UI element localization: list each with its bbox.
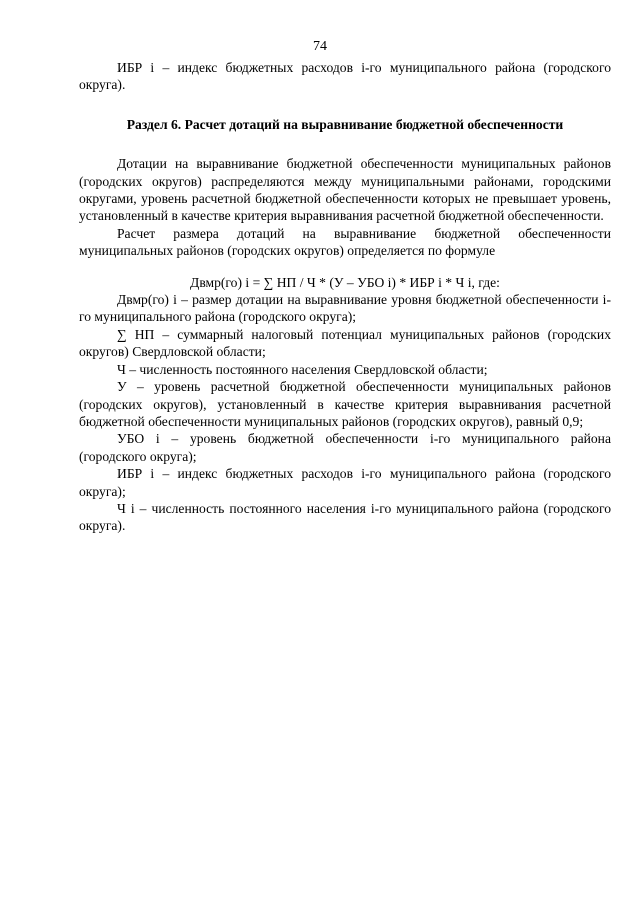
definition-dvmr: Двмр(го) i – размер дотации на выравнивание уровня бюджетной обеспеченности i-го муниципального района (городского округа);	[79, 292, 611, 325]
definition-ibr: ИБР i – индекс бюджетных расходов i-го муниципального района (городского округа);	[79, 466, 611, 499]
definition-ubo: УБО i – уровень бюджетной обеспеченности i-го муниципального района (городского округа);	[79, 431, 611, 464]
page-content	[79, 59, 611, 535]
definition-ch-i: Ч i – численность постоянного населения i-го муниципального района (городского округа).	[79, 500, 611, 534]
page-number: 74	[313, 39, 327, 54]
section-heading: Раздел 6. Расчет дотаций на выравнивание бюджетной обеспеченности	[126, 116, 564, 132]
intro-paragraph: ИБР i – индекс бюджетных расходов i-го муниципального района (городского округа).	[79, 60, 611, 93]
section-paragraph-2: Расчет размера дотаций на выравнивание бюджетной обеспеченности муниципальных районов (городских округов) определяется по формуле	[79, 225, 611, 259]
definition-sum-np: ∑ НП – суммарный налоговый потенциал муниципальных районов (городских округов) Свердловской области;	[79, 326, 611, 360]
section-paragraph-1: Дотации на выравнивание бюджетной обеспеченности муниципальных районов (городских округов) распределяются между муниципальными районами, городскими округами, уровень расчетной бюджетной обеспеченности которых не превышает уровень, установленный в качестве критерия выравнивания расчетной бюджетной обеспеченности.	[79, 156, 611, 224]
formula: Двмр(го) i = ∑ НП / Ч * (У – УБО i) * ИБР i * Ч i, где:	[190, 274, 500, 290]
definition-u: У – уровень расчетной бюджетной обеспеченности муниципальных районов (городских округов), установленный в качестве критерия выравнивания расчетной бюджетной обеспеченности муниципальных районов (городских округов), равный 0,9;	[79, 379, 611, 429]
definition-ch: Ч – численность постоянного населения Свердловской области;	[117, 361, 488, 377]
